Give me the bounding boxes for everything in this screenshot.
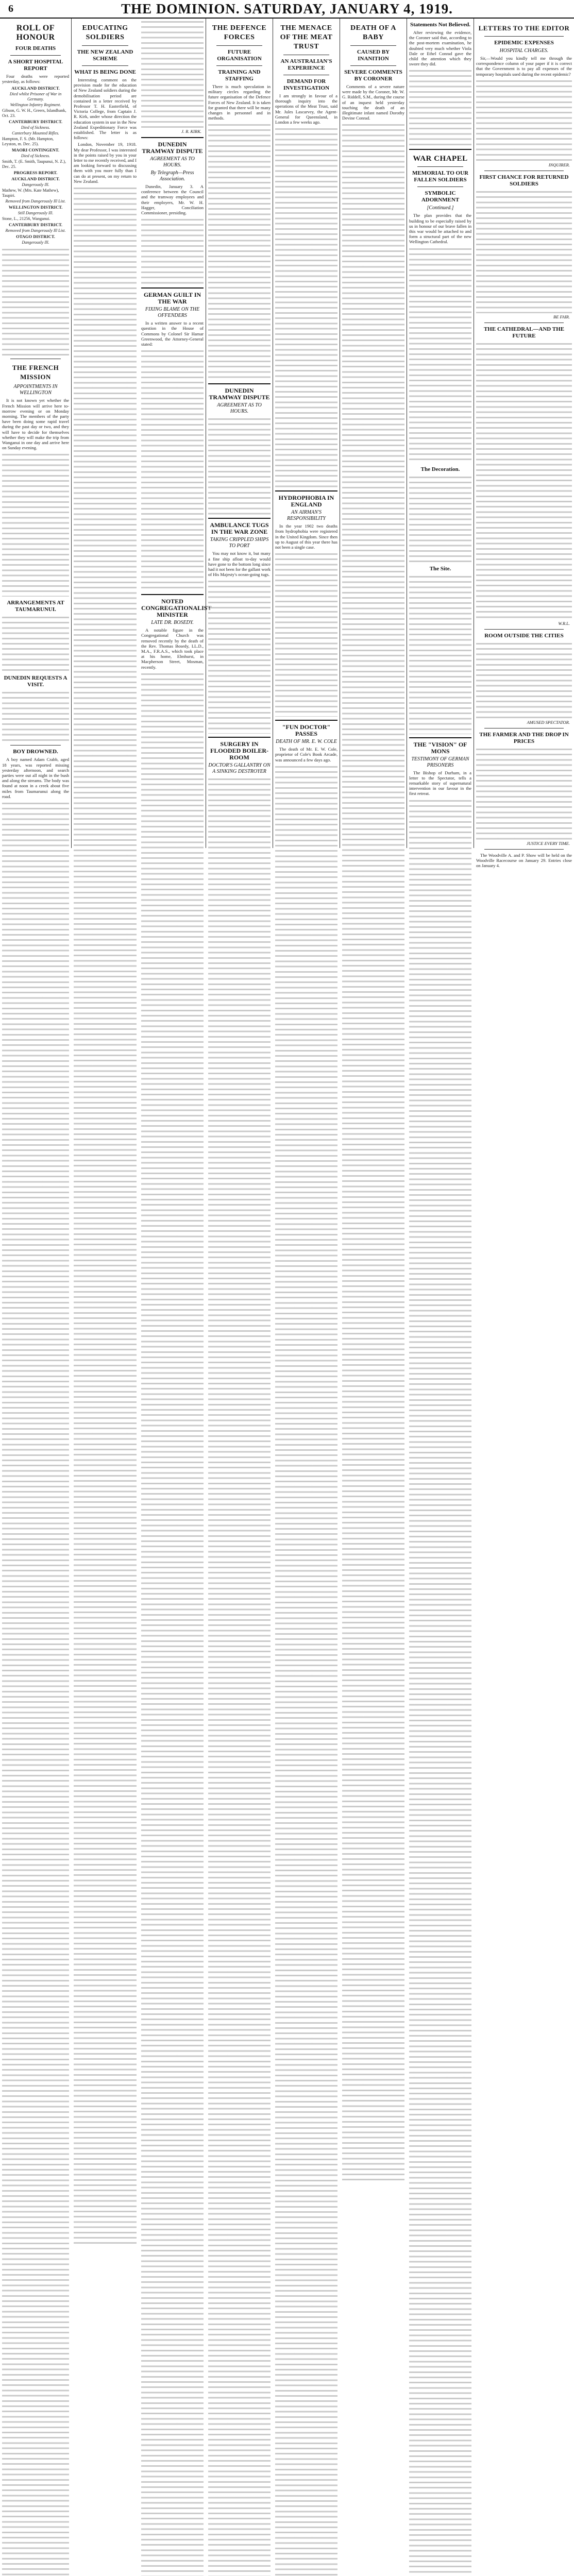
fun-doctor-sub: DEATH OF MR. E. W. COLE: [276, 739, 337, 745]
dunedin-head: DUNEDIN REQUESTS A VISIT.: [4, 675, 67, 688]
text-body: [275, 127, 337, 487]
column-defence: [206, 20, 273, 848]
text-body: [2, 801, 69, 2576]
list-item: Dangerously Ill.: [22, 182, 49, 188]
arrangements-head: ARRANGEMENTS AT TAUMARUNUI.: [7, 600, 64, 613]
mission-sub: APPOINTMENTS IN WELLINGTON: [13, 384, 58, 396]
text-body: [74, 186, 137, 2247]
divider: [141, 137, 204, 138]
list-item: WELLINGTON DISTRICT.: [8, 205, 63, 210]
list-item: Died of Sickness.: [21, 125, 50, 130]
letter-sub: HOSPITAL CHARGES.: [499, 48, 549, 54]
list-item: AUCKLAND DISTRICT.: [11, 86, 60, 91]
text-body: [2, 690, 69, 742]
tramway-sub: AGREEMENT AS TO HOURS.: [150, 156, 195, 168]
signature: J. R. KIRK.: [181, 129, 201, 134]
text-body: [275, 552, 337, 717]
list-item: Gibson, G. W. H., Greers, Islandbank, Oct. 23.: [2, 108, 66, 118]
divider: [350, 65, 396, 66]
page-number: 6: [8, 3, 13, 14]
fun-doctor-text: The death of Mr. E. W. Cole, proprietor of Cole's Book Arcade, was announced a few days ago.: [275, 747, 337, 762]
list-item: CANTERBURY DISTRICT.: [8, 119, 63, 125]
text-body: [208, 417, 271, 515]
baby-text: Comments of a severe nature were made by the Coroner, Mr. W. G. Riddell, S.M., during the course of an inquest held yesterday touching the death of an illegitimate infant named Dorothy Devine Conrad.: [342, 84, 404, 121]
text-body: [141, 217, 204, 284]
text-body: [2, 452, 69, 597]
text-body: [476, 342, 572, 620]
list-item: OTAGO DISTRICT.: [16, 234, 55, 240]
congregational-title: NOTED CONGREGATIONALIST MINISTER: [141, 598, 212, 619]
mons-title: THE "VISION" OF MONS: [413, 740, 467, 755]
educating-subtitle: THE NEW ZEALAND SCHEME: [77, 49, 133, 62]
baby-sub: CAUSED BY INANITION: [357, 49, 390, 62]
masthead: [0, 0, 574, 19]
chapel-continued: [Continued.]: [427, 205, 454, 211]
letter-signature: JUSTICE EVERY TIME.: [526, 840, 570, 846]
divider: [216, 65, 262, 66]
ambulance-text: You may not know it, but many a fine ship afloat to-day would have gone to the bottom long since had it not been for the gallant work of His Majesty's ocean-going tugs.: [208, 551, 271, 578]
defence-sub: FUTURE ORGANISATION: [217, 49, 262, 62]
tramway-text: Dunedin, January 3. A conference between the Council and the tramway employees and their employers, Mr. W. H. Hagger, Conciliation Commissioner, presiding.: [141, 184, 204, 216]
divider: [417, 166, 463, 167]
hydrophobia-title: HYDROPHOBIA IN ENGLAND: [278, 494, 334, 509]
report-head: A SHORT HOSPITAL REPORT: [8, 59, 63, 72]
congregational-sub: LATE DR. BOSEDY.: [151, 620, 194, 626]
letter-head: THE FARMER AND THE DROP IN PRICES: [479, 731, 569, 744]
list-item: PROGRESS REPORT.: [13, 170, 58, 176]
baby-head2: SEVERE COMMENTS BY CORONER: [344, 69, 402, 82]
letter-head: ROOM OUTSIDE THE CITIES: [484, 632, 564, 639]
list-item: Died whilst Prisoner of War in Germany.: [9, 92, 62, 102]
text-body: [208, 579, 271, 734]
letter-signature: INQUIRER.: [548, 162, 570, 167]
tramway-byline: By Telegraph—Press Association.: [150, 170, 194, 182]
divider: [82, 45, 128, 46]
column-war-chapel: [407, 20, 474, 848]
column-letters: [474, 20, 574, 869]
text-body: [342, 123, 404, 2183]
roll-title: ROLL OF HONOUR: [16, 24, 55, 42]
text-body: [409, 475, 471, 563]
list-item: Dangerously Ill.: [22, 240, 49, 245]
divider: [409, 737, 471, 738]
educating-title: EDUCATING SOLDIERS: [82, 24, 128, 41]
list-item: Died of Sickness.: [21, 154, 50, 159]
text-body: [2, 615, 69, 672]
congregational-text: A notable figure in the Congregational Church was removed recently by the death of the Rev. Thomas Bosedy, LL.D., M.A., F.R.A.S., which took place at his home, Elmhurst, in Macpherson Street, Mosman, recently.: [141, 628, 204, 670]
column-roll-of-honour: [0, 20, 71, 848]
defence-title: THE DEFENCE FORCES: [212, 24, 267, 41]
divider: [350, 45, 396, 46]
letter-head: FIRST CHANCE FOR RETURNED SOLDIERS: [479, 174, 569, 187]
meat-head2: DEMAND FOR INVESTIGATION: [283, 78, 330, 91]
letter-head: THE CATHEDRAL—AND THE FUTURE: [483, 326, 565, 339]
text-body: [409, 247, 471, 463]
divider: [208, 518, 271, 519]
guilt-sub: FIXING BLAME ON THE OFFENDERS: [145, 307, 200, 319]
list-item: Mathew, W. (Mrs. Kate Mathew), Taupiri.: [2, 188, 59, 198]
list-item: Wellington Infantry Regiment.: [10, 103, 61, 108]
educating-head2: WHAT IS BEING DONE: [74, 69, 136, 75]
letter-signature: AMUSED SPECTATOR.: [527, 719, 570, 725]
guilt-title: GERMAN GUILT IN THE WAR: [143, 291, 201, 306]
letter-signature: BE FAIR.: [553, 314, 570, 319]
column-death-of-baby: [340, 20, 407, 848]
educating-p1: Interesting comment on the provision made for the education of New Zealand soldiers during the demobilisation period are contained in a letter received by Professor T. H. Easterfield, of Victoria College, from Captain J. R. Kirk, under whose direction the education system in use in the New Zealand Expeditionary Force was established. The letter is as follows:: [74, 77, 137, 141]
meat-sub: AN AUSTRALIAN'S EXPERIENCE: [280, 58, 332, 71]
divider: [82, 65, 128, 66]
educating-p2: London, November 19, 1918. My dear Professor, I was interested in the points raised by you in your letter to me recently received, and I am looking forward to discussing them with you more fully than I can do at present, on my return to New Zealand.: [74, 142, 137, 184]
divider: [275, 720, 337, 721]
text-body: [208, 123, 271, 380]
site-head: The Site.: [429, 565, 451, 572]
statements-text: After reviewing the evidence, the Coroner said that, according to the post-mortem examination, he doubted very much whether Viola Dale or Ethel Conrad gave the child the attention which they swore they did.: [409, 30, 471, 67]
letter-text: Sir,—Would you kindly tell me through the correspondence column of your paper if it is correct that the Government is to pay all expenses of the temporary hospitals used during the recent epidemic?: [476, 56, 572, 77]
decoration-head: The Decoration.: [420, 466, 460, 472]
chapel-sub: MEMORIAL TO OUR FALLEN SOLDIERS: [412, 170, 468, 183]
baby-title: DEATH OF A BABY: [350, 24, 396, 41]
defence-text: There is much speculation in military circles regarding the future organisation of the Defence Forces of New Zealand. It is taken for granted that there will be many changes in personnel and in methods.: [208, 84, 271, 121]
letters-title: LETTERS TO THE EDITOR: [478, 24, 570, 32]
list-item: CANTERBURY DISTRICT.: [8, 222, 63, 228]
hydrophobia-text: In the year 1902 two deaths from hydrophobia were registered in the United Kingdom. Since then up to August of this year there has not been a single case.: [275, 523, 337, 550]
text-body: [476, 747, 572, 840]
mons-text: The Bishop of Durham, in a letter to the Spectator, tells a remarkable story of supernatural intervention in our favour in the first retreat.: [409, 770, 471, 796]
text-body: [409, 799, 471, 2576]
chapel-text: The plan provides that the building to be especially raised by us in honour of our brave fallen in this war would be attached to and form a structural part of the new Wellington Cathedral.: [409, 213, 471, 245]
fun-doctor-title: "FUN DOCTOR" PASSES: [282, 723, 331, 738]
divider: [208, 737, 271, 738]
divider: [141, 594, 204, 595]
text-body: [409, 69, 471, 146]
list-item: Still Dangerously Ill.: [18, 211, 54, 216]
text-body: [141, 672, 204, 2576]
mission-text: It is not known yet whether the French Mission will arrive here to-morrow evening or on Monday morning. The members of the party have been doing some rapid travel during the past day or two, and they will have to decide for themselves whether they will make the trip from Wanganui in one day and arrive here on Sunday evening.: [2, 398, 69, 451]
divider: [216, 45, 262, 46]
ambulance-sub: TAKING CRIPPLED SHIPS TO PORT: [210, 537, 269, 549]
tramway2-title: DUNEDIN TRAMWAY DISPUTE: [209, 387, 270, 401]
meat-title: THE MENACE OF THE MEAT TRUST: [280, 24, 333, 50]
tramway-title: DUNEDIN TRAMWAY DISPUTE: [142, 141, 203, 155]
meat-text: I am strongly in favour of a thorough inquiry into the operations of the Meat Trust, said Mr. Jules Lascarvey, the Agent-General for Queensland, in London a few weeks ago.: [275, 93, 337, 125]
text-body: [275, 765, 337, 2576]
text-body: [409, 574, 471, 734]
boy-text: A boy named Adam Crabb, aged 18 years, was reported missing yesterday afternoon, and search parties were out all night in the bush and along the streams. The body was found at noon in a creek about five miles from Taumarunui along the road.: [2, 757, 69, 799]
list-item: MAORI CONTINGENT.: [12, 147, 59, 153]
boy-head: BOY DROWNED.: [13, 749, 58, 755]
roll-list: [2, 86, 69, 245]
list-item: Hampton, F. S. (Mr. Hampton, Leyston, m. Dec. 25).: [2, 137, 54, 147]
defence-head2: TRAINING AND STAFFING: [218, 69, 261, 82]
list-item: AUCKLAND DISTRICT.: [11, 176, 60, 182]
text-body: [141, 20, 204, 128]
roll-subtitle: FOUR DEATHS: [15, 45, 56, 52]
chapel-title: WAR CHAPEL: [413, 155, 468, 163]
text-body: [208, 777, 271, 2576]
chapel-head2: SYMBOLIC ADORNMENT: [421, 190, 460, 204]
column-meat-trust: [273, 20, 340, 848]
surgery-title: SURGERY IN FLOODED BOILER-ROOM: [210, 740, 268, 761]
list-item: Removed from Dangerously Ill List.: [5, 228, 66, 233]
text-body: [476, 190, 572, 313]
text-body: [476, 79, 572, 161]
roll-intro: Four deaths were reported yesterday, as follows:: [2, 74, 69, 84]
list-item: Smith, T. (E. Smith, Taupunui, N. Z.), Dec. 25.: [2, 159, 66, 170]
text-body: [141, 349, 204, 591]
column-educating: [72, 20, 139, 848]
mission-title: THE FRENCH MISSION: [12, 364, 59, 381]
divider: [208, 383, 271, 384]
guilt-text: In a written answer to a recent question in the House of Commons by Colonel Sir Hamar Greenwood, the Attorney-General stated:: [141, 320, 204, 347]
hydrophobia-sub: AN AIRMAN'S RESPONSIBILITY: [287, 510, 326, 522]
divider: [484, 36, 564, 37]
column-tramway: [139, 20, 212, 848]
letter-head: EPIDEMIC EXPENSES: [494, 40, 554, 46]
divider: [484, 849, 564, 850]
statements-head: Statements Not Believed.: [410, 22, 470, 28]
newspaper-title: THE DOMINION. SATURDAY, JANUARY 4, 1919.: [121, 1, 453, 16]
list-item: Removed from Dangerously Ill List.: [5, 199, 66, 204]
list-item: Stone, L., 21256, Wanganui.: [2, 216, 50, 222]
tramway2-sub: AGREEMENT AS TO HOURS.: [217, 402, 262, 415]
surgery-sub: DOCTOR'S GALLANTRY ON A SINKING DESTROYER: [208, 762, 271, 775]
text-body: [476, 641, 572, 719]
divider: [10, 55, 61, 56]
text-body: [2, 247, 69, 355]
list-item: Canterbury Mounted Rifles.: [12, 131, 59, 136]
divider: [141, 287, 204, 289]
divider: [484, 629, 564, 630]
ambulance-title: AMBULANCE TUGS IN THE WAR ZONE: [210, 521, 269, 536]
divider: [275, 490, 337, 492]
divider: [409, 149, 471, 150]
mons-sub: TESTIMONY OF GERMAN PRISONERS: [411, 756, 469, 768]
show-notice: The Woodville A. and P. Show will be held on the Woodville Racecourse on January 29. Entries close on January 4.: [476, 852, 572, 869]
letter-signature: W.R.L.: [558, 620, 570, 626]
